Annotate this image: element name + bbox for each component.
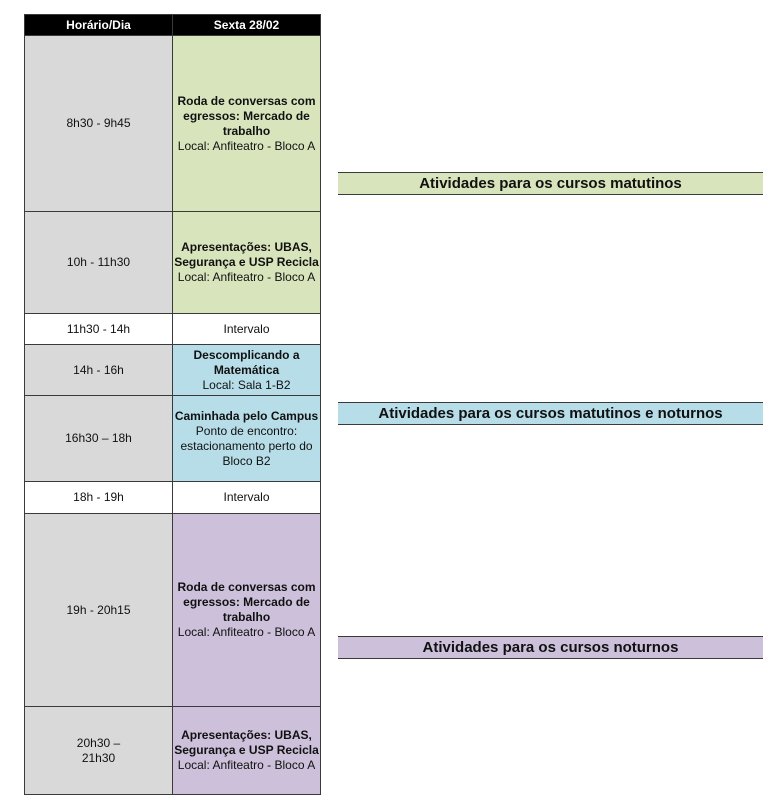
- break-cell: [173, 482, 321, 514]
- legend-morning-and-night: Atividades para os cursos matutinos e noturnos: [338, 402, 763, 425]
- time-cell: [25, 707, 173, 795]
- activity-title: Caminhada pelo Campus: [174, 408, 319, 423]
- activity-cell: [173, 514, 321, 707]
- activity-location: Local: Anfiteatro - Bloco A: [177, 625, 316, 639]
- activity-cell: [173, 396, 321, 482]
- table-row: [25, 212, 321, 314]
- activity-title: Apresentações: UBAS,: [181, 728, 312, 742]
- activity-title: Segurança e USP Recicla: [174, 255, 319, 269]
- time-line: 20h30 –: [76, 735, 121, 750]
- table-row: [25, 396, 321, 482]
- table-row: [25, 482, 321, 514]
- activity-cell: [173, 707, 321, 795]
- activity-cell: [173, 345, 321, 396]
- legend-night: Atividades para os cursos noturnos: [338, 636, 763, 659]
- legend-morning: Atividades para os cursos matutinos: [338, 172, 763, 195]
- break-cell: [173, 314, 321, 345]
- schedule-table: [24, 14, 321, 795]
- activity-title: Roda de conversas com: [177, 93, 316, 108]
- time-cell: 10h - 11h30: [25, 212, 173, 314]
- time-cell: 8h30 - 9h45: [25, 36, 173, 212]
- activity-title: Descomplicando a Matemática: [193, 347, 300, 377]
- activity-location: Local: Sala 1-B2: [202, 377, 291, 392]
- table-row: [25, 707, 321, 795]
- header-row: [25, 15, 321, 36]
- break-label: Intervalo: [223, 490, 270, 504]
- time-cell: 14h - 16h: [25, 345, 173, 396]
- activity-title: egressos: Mercado de trabalho: [183, 595, 310, 624]
- time-cell: 11h30 - 14h: [25, 314, 173, 345]
- activity-title: Roda de conversas com: [177, 580, 316, 594]
- activity-cell: [173, 212, 321, 314]
- time-column-header: Horário/Dia: [25, 15, 173, 36]
- activity-location: estacionamento perto do Bloco B2: [180, 438, 313, 468]
- activity-title: Segurança e USP Recicla: [174, 743, 319, 757]
- table-row: [25, 514, 321, 707]
- table-row: [25, 345, 321, 396]
- time-cell: 19h - 20h15: [25, 514, 173, 707]
- table-row: [25, 314, 321, 345]
- activity-title: egressos: Mercado de trabalho: [183, 108, 310, 138]
- time-cell: 16h30 – 18h: [25, 396, 173, 482]
- activity-title: Apresentações: UBAS,: [181, 240, 312, 254]
- activity-location: Local: Anfiteatro - Bloco A: [177, 138, 316, 153]
- activity-cell: [173, 36, 321, 212]
- activity-location: Ponto de encontro:: [195, 423, 298, 438]
- time-cell: 18h - 19h: [25, 482, 173, 514]
- break-label: Intervalo: [223, 321, 270, 336]
- time-line: 21h30: [81, 750, 116, 765]
- day-column-header: Sexta 28/02: [173, 15, 321, 36]
- activity-location: Local: Anfiteatro - Bloco A: [177, 758, 316, 772]
- table-row: [25, 36, 321, 212]
- activity-location: Local: Anfiteatro - Bloco A: [177, 270, 316, 284]
